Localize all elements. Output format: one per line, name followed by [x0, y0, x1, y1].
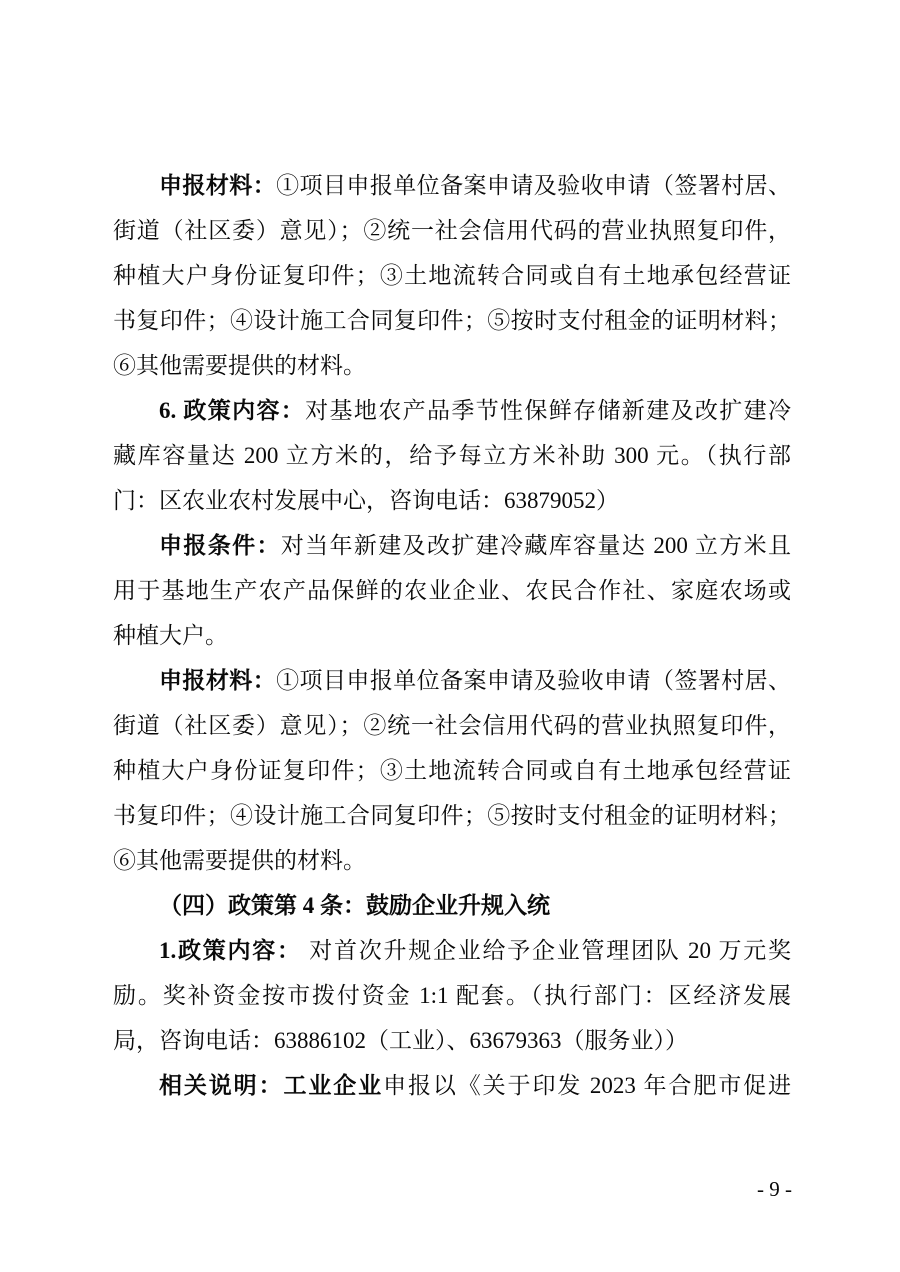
paragraph-line [113, 658, 791, 703]
paragraph-line [113, 388, 791, 433]
paragraph-line [113, 748, 791, 793]
paragraph-line [113, 343, 791, 388]
paragraph-label: 1.政策内容： [159, 938, 302, 963]
paragraph-line [113, 613, 791, 658]
paragraph-text: 励。奖补资金按市拨付资金 1:1 配套。（执行部门：区经济发展 [113, 983, 791, 1008]
paragraph-text: 对首次升规企业给予企业管理团队 20 万元奖 [301, 938, 791, 963]
paragraph-line [113, 163, 791, 208]
paragraph-text: 用于基地生产农产品保鲜的农业企业、农民合作社、家庭农场或 [113, 578, 791, 603]
paragraph-line [113, 298, 791, 343]
para-application-materials-1 [113, 163, 791, 388]
document-body [113, 163, 791, 1108]
paragraph-text: 种植大户。 [113, 623, 228, 648]
para-application-conditions [113, 523, 791, 658]
paragraph-line [113, 928, 791, 973]
paragraph-label: 申报条件： [159, 533, 281, 558]
paragraph-text: 局，咨询电话：63886102（工业）、63679363（服务业）） [113, 1028, 688, 1053]
paragraph-line [113, 703, 791, 748]
paragraph-line [113, 208, 791, 253]
paragraph-text: 街道（社区委）意见）；②统一社会信用代码的营业执照复印件， [113, 218, 791, 243]
paragraph-label: 申报材料： [159, 668, 277, 693]
paragraph-line [113, 793, 791, 838]
paragraph-text: ⑥其他需要提供的材料。 [113, 353, 366, 378]
paragraph-line [113, 478, 791, 523]
paragraph-text: 种植大户身份证复印件；③土地流转合同或自有土地承包经营证 [113, 758, 791, 783]
section-heading-text: （四）政策第 4 条：鼓励企业升规入统 [159, 893, 550, 918]
paragraph-line [113, 523, 791, 568]
paragraph-label: 申报材料： [159, 173, 277, 198]
page-number: - 9 - [757, 1177, 792, 1201]
paragraph-text: 街道（社区委）意见）；②统一社会信用代码的营业执照复印件， [113, 713, 791, 738]
section-heading [113, 883, 791, 928]
paragraph-text: 种植大户身份证复印件；③土地流转合同或自有土地承包经营证 [113, 263, 791, 288]
heading-section-4 [113, 883, 791, 928]
paragraph-text: ⑥其他需要提供的材料。 [113, 848, 366, 873]
paragraph-text: 书复印件；④设计施工合同复印件；⑤按时支付租金的证明材料； [113, 803, 791, 828]
paragraph-line [113, 568, 791, 613]
paragraph-text: 对基地农产品季节性保鲜存储新建及改扩建冷 [305, 398, 792, 423]
paragraph-line [113, 838, 791, 883]
paragraph-line [113, 1063, 791, 1108]
paragraph-line [113, 973, 791, 1018]
paragraph-text: 对当年新建及改扩建冷藏库容量达 200 立方米且 [280, 533, 792, 558]
paragraph-line [113, 1018, 791, 1063]
paragraph-label: 相关说明： [159, 1073, 284, 1098]
paragraph-text: ①项目申报单位备案申请及验收申请（签署村居、 [276, 668, 792, 693]
paragraph-line [113, 433, 791, 478]
paragraph-line [113, 253, 791, 298]
para-application-materials-2 [113, 658, 791, 883]
para-policy-content-6 [113, 388, 791, 523]
paragraph-text: 书复印件；④设计施工合同复印件；⑤按时支付租金的证明材料； [113, 308, 791, 333]
paragraph-label: 6. 政策内容： [159, 398, 306, 423]
paragraph-emphasis: 工业企业 [283, 1073, 384, 1098]
para-policy-content-1 [113, 928, 791, 1063]
paragraph-text: ①项目申报单位备案申请及验收申请（签署村居、 [276, 173, 792, 198]
paragraph-text: 藏库容量达 200 立方米的，给予每立方米补助 300 元。（执行部 [113, 443, 791, 468]
paragraph-text: 申报以《关于印发 2023 年合肥市促进 [383, 1073, 792, 1098]
para-related-note [113, 1063, 791, 1108]
paragraph-text: 门：区农业农村发展中心，咨询电话：63879052） [113, 488, 619, 513]
